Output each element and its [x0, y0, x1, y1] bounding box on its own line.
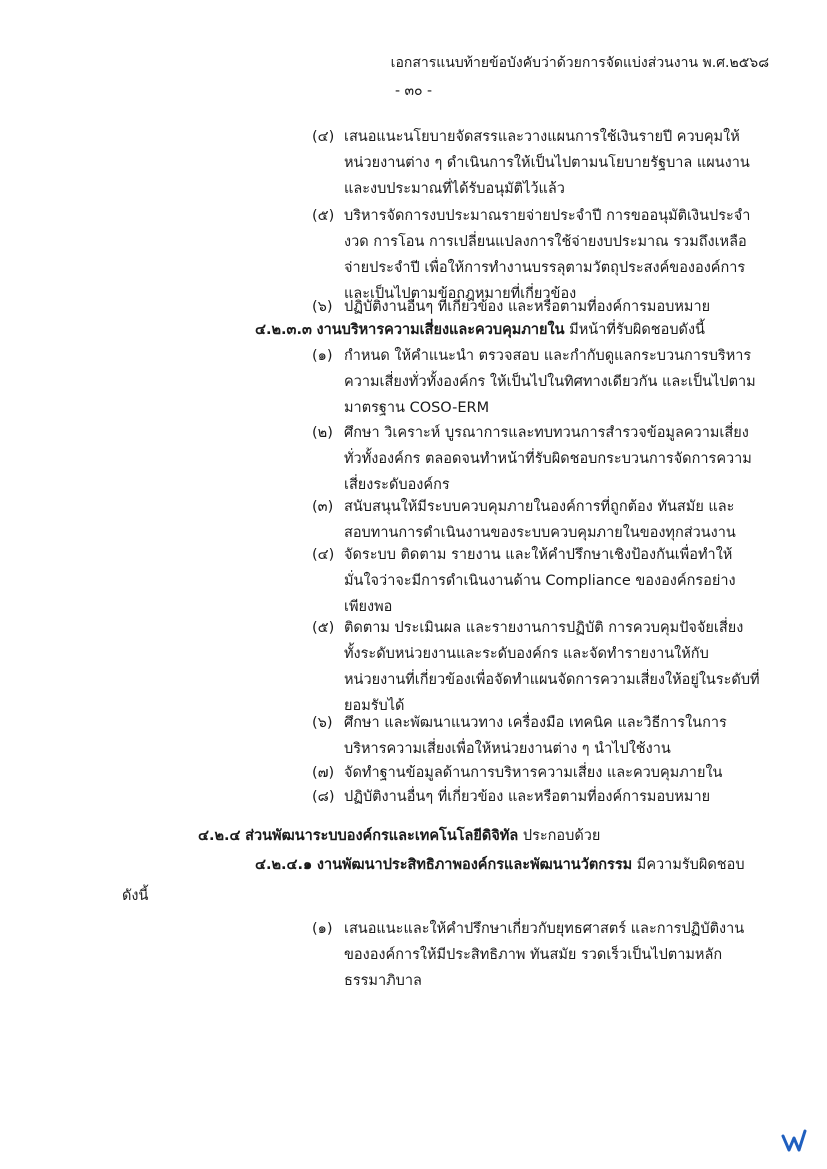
item-line: จ่ายประจำปี เพื่อให้การทำงานบรรลุตามวัตถุประสงค์ขององค์การ [344, 260, 746, 276]
item-line: เสนอแนะและให้คำปรึกษาเกี่ยวกับยุทธศาสตร์ และการปฏิบัติงาน [344, 921, 745, 937]
document-header: เอกสารแนบท้ายข้อบังคับว่าด้วยการจัดแบ่งส่วนงาน พ.ศ.๒๕๖๘ [390, 55, 769, 71]
item-line: และงบประมาณที่ได้รับอนุมัติไว้แล้ว [344, 181, 565, 197]
item-number: (๓) [312, 499, 334, 515]
list-item-b2-3 [312, 494, 736, 546]
item-line: มาตรฐาน COSO-ERM [344, 400, 490, 416]
list-item-b1-4 [312, 124, 750, 202]
item-line: หน่วยงานต่าง ๆ ดำเนินการให้เป็นไปตามนโยบายรัฐบาล แผนงาน [344, 155, 750, 171]
item-number: (๔) [312, 129, 335, 145]
item-line: มั่นใจว่าจะมีการดำเนินงานด้าน Compliance ขององค์กรอย่าง [344, 573, 736, 589]
section-suffix: มีความรับผิดชอบ [636, 857, 745, 873]
signature-initials-icon [781, 1128, 809, 1152]
item-line: จัดทำฐานข้อมูลด้านการบริหารความเสี่ยง และควบคุมภายใน [344, 765, 723, 781]
item-number: (๔) [312, 547, 335, 563]
item-number: (๑) [312, 921, 333, 937]
item-line: ทั้งระดับหน่วยงานและระดับองค์กร และจัดทำรายงานให้กับ [344, 646, 709, 662]
item-line: เสนอแนะนโยบายจัดสรรและวางแผนการใช้เงินรายปี ควบคุมให้ [344, 129, 740, 145]
item-number: (๒) [312, 425, 333, 441]
list-item-b2-7 [312, 760, 732, 786]
item-line: ทั่วทั้งองค์กร ตลอดจนทำหน้าที่รับผิดชอบกระบวนการจัดการความ [344, 451, 752, 467]
section-title: งานบริหารความเสี่ยงและควบคุมภายใน [316, 322, 565, 338]
list-item-b2-6 [312, 710, 732, 762]
item-number: (๑) [312, 348, 333, 364]
item-number: (๖) [312, 715, 333, 731]
section-title: งานพัฒนาประสิทธิภาพองค์กรและพัฒนานวัตกรรม [316, 857, 633, 873]
item-line: ปฏิบัติงานอื่นๆ ที่เกี่ยวข้อง และหรือตามที่องค์การมอบหมาย [344, 789, 711, 805]
item-number: (๗) [312, 765, 335, 781]
item-line: ยอมรับได้ [344, 698, 405, 714]
item-line: กำหนด ให้คำแนะนำ ตรวจสอบ และกำกับดูแลกระบวนการบริหาร [344, 348, 752, 364]
section-suffix: มีหน้าที่รับผิดชอบดังนี้ [569, 322, 705, 338]
list-item-b3-1 [312, 916, 745, 994]
section-heading-4-2-4 [198, 823, 600, 849]
item-line: ติดตาม ประเมินผล และรายงานการปฏิบัติ การควบคุมปัจจัยเสี่ยง [344, 620, 744, 636]
item-line: งวด การโอน การเปลี่ยนแปลงการใช้จ่ายงบประมาณ รวมถึงเหลือ [344, 234, 747, 250]
section-heading-4-2-4-1 [255, 852, 745, 878]
item-number: (๖) [312, 299, 333, 315]
item-line: บริหารความเสี่ยงเพื่อให้หน่วยงานต่าง ๆ นำไปใช้งาน [344, 741, 671, 757]
section-heading-4-2-3-3 [255, 317, 705, 343]
list-item-b2-4 [312, 542, 736, 620]
section-code: ๔.๒.๔ [198, 828, 241, 844]
item-line: หน่วยงานที่เกี่ยวข้องเพื่อจัดทำแผนจัดการความเสี่ยงให้อยู่ในระดับที่ [344, 672, 760, 688]
item-line: สอบทานการดำเนินงานของระบบควบคุมภายในของทุกส่วนงาน [344, 525, 736, 541]
item-line: ขององค์การให้มีประสิทธิภาพ ทันสมัย รวดเร็วเป็นไปตามหลัก [344, 947, 723, 963]
item-line: และเป็นไปตามข้อกฎหมายที่เกี่ยวข้อง [344, 286, 577, 302]
list-item-b2-5 [312, 615, 760, 719]
item-line: ธรรมาภิบาล [344, 973, 422, 989]
item-number: (๕) [312, 208, 335, 224]
list-item-b2-1 [312, 343, 756, 421]
item-number: (๘) [312, 789, 335, 805]
section-code: ๔.๒.๓.๓ [255, 322, 312, 338]
item-line: เสี่ยงระดับองค์กร [344, 477, 450, 493]
item-line: สนับสนุนให้มีระบบควบคุมภายในองค์การที่ถูกต้อง ทันสมัย และ [344, 499, 735, 515]
list-item-b1-5 [312, 203, 751, 307]
item-line: ความเสี่ยงทั่วทั้งองค์กร ให้เป็นไปในทิศทางเดียวกัน และเป็นไปตาม [344, 374, 756, 390]
item-line: ปฏิบัติงานอื่นๆ ที่เกี่ยวข้อง และหรือตามที่องค์การมอบหมาย [344, 299, 711, 315]
section-title: ส่วนพัฒนาระบบองค์กรและเทคโนโลยีดิจิทัล [245, 828, 519, 844]
section-suffix: ประกอบด้วย [522, 828, 601, 844]
section-code: ๔.๒.๔.๑ [255, 857, 313, 873]
item-line: ศึกษา และพัฒนาแนวทาง เครื่องมือ เทคนิค และวิธีการในการ [344, 715, 727, 731]
list-item-b2-2 [312, 420, 752, 498]
page-number: - ๓๐ - [394, 83, 433, 99]
list-item-b2-8 [312, 784, 732, 810]
item-line: เพียงพอ [344, 599, 393, 615]
item-line: ศึกษา วิเคราะห์ บูรณาการและทบทวนการสำรวจข้อมูลความเสี่ยง [344, 425, 749, 441]
item-line: จัดระบบ ติดตาม รายงาน และให้คำปรึกษาเชิงป้องกันเพื่อทำให้ [344, 547, 733, 563]
section-continuation: ดังนี้ [122, 888, 149, 904]
item-number: (๕) [312, 620, 335, 636]
item-line: บริหารจัดการงบประมาณรายจ่ายประจำปี การขออนุมัติเงินประจำ [344, 208, 751, 224]
